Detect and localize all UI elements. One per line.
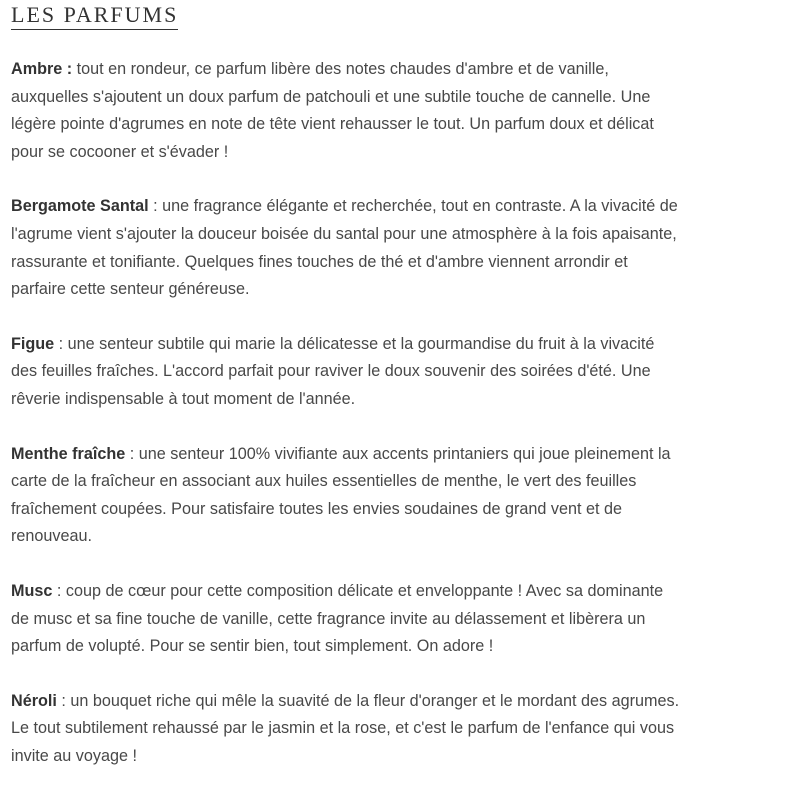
page-title: LES PARFUMS bbox=[11, 0, 178, 30]
perfume-name: Néroli bbox=[11, 691, 57, 710]
perfume-description: : un bouquet riche qui mêle la suavité de la fleur d'oranger et le mordant des agrumes. Le tout subtilement rehaussé par le jasmin et la rose, et c'est le parfum de l'enfance qui vous invite au voyage ! bbox=[11, 691, 680, 765]
perfume-description: : une senteur 100% vivifiante aux accents printaniers qui joue pleinement la carte de la fraîcheur en associant aux huiles essentielles de menthe, le vert des feuilles fraîchement coupées. Pour satisfaire toutes les envies soudaines de grand vent et de renouveau. bbox=[11, 444, 671, 546]
perfume-entry-ambre bbox=[11, 56, 681, 166]
perfume-description: : coup de cœur pour cette composition délicate et enveloppante ! Avec sa dominante de musc et sa fine touche de vanille, cette fragrance invite au délassement et libèrera un parfum de volupté. Pour se sentir bien, tout simplement. On adore ! bbox=[11, 581, 664, 656]
perfume-description: : une senteur subtile qui marie la délicatesse et la gourmandise du fruit à la vivacité des feuilles fraîches. L'accord parfait pour raviver le doux souvenir des soirées d'été. Une rêverie indispensable à tout moment de l'année. bbox=[11, 334, 655, 408]
perfume-description: : une fragrance élégante et recherchée, tout en contraste. A la vivacité de l'agrume vient s'ajouter la douceur boisée du santal pour une atmosphère à la fois apaisante, rassurante et tonifiante. Quelques fines touches de thé et d'ambre viennent arrondir et parfaire cette senteur généreuse. bbox=[11, 197, 678, 299]
perfume-entry-musc bbox=[11, 578, 681, 661]
perfume-description: tout en rondeur, ce parfum libère des notes chaudes d'ambre et de vanille, auxquelles s'ajoutent un doux parfum de patchouli et une subtile touche de cannelle. Une légère pointe d'agrumes en note de tête vient rehausser le tout. Un parfum doux et délicat pour se cocooner et s'évader ! bbox=[11, 60, 654, 161]
perfume-list bbox=[11, 56, 681, 770]
perfume-name: Bergamote Santal bbox=[11, 197, 149, 216]
perfume-entry-neroli bbox=[11, 688, 681, 771]
page-content bbox=[11, 0, 681, 770]
perfume-name: Ambre : bbox=[11, 60, 73, 78]
perfume-name: Musc bbox=[11, 581, 53, 600]
perfume-entry-menthe-fraiche bbox=[11, 441, 681, 551]
perfume-entry-figue bbox=[11, 331, 681, 414]
perfume-entry-bergamote-santal bbox=[11, 193, 681, 303]
perfume-name: Figue bbox=[11, 334, 55, 353]
perfume-name: Menthe fraîche bbox=[11, 444, 126, 463]
